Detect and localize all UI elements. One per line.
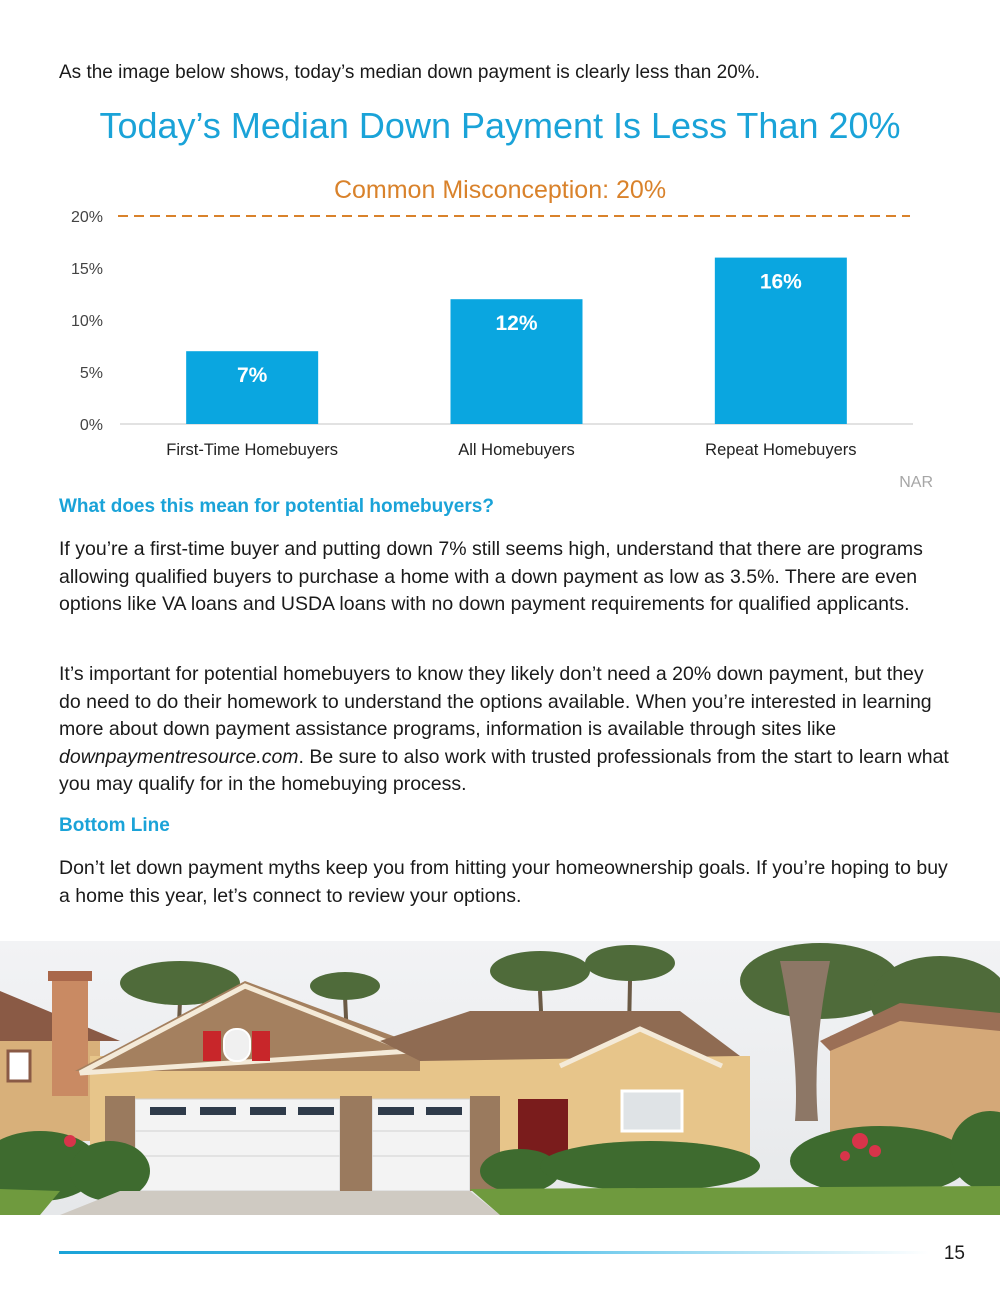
misconception-label: Common Misconception: 20%: [333, 176, 667, 204]
paragraph-bottom-line: Don’t let down payment myths keep you from hitting your homeownership goals. If you’re hoping to buy a home this year, let’s connect to review your options.: [59, 857, 948, 907]
paragraph-first-time-buyers: If you’re a first-time buyer and putting down 7% still seems high, understand that there are programs allowing qualified buyers to purchase a home with a down payment as low as 3.5%. There are even options like VA loans and USDA loans with no down payment requirements for qualified applicants.: [59, 538, 923, 615]
y-tick-label: 20%: [70, 209, 103, 226]
bars: [186, 258, 847, 424]
bar-chart: [0, 160, 1000, 500]
footer-rule: [59, 1251, 929, 1254]
intro-text: As the image below shows, today’s median down payment is clearly less than 20%.: [59, 62, 760, 83]
y-tick-label: 10%: [70, 313, 103, 330]
x-tick-label: First-Time Homebuyers: [166, 441, 339, 459]
section-heading-bottom-line: Bottom Line: [59, 815, 170, 836]
bar: [186, 351, 318, 424]
x-tick-label: Repeat Homebuyers: [705, 441, 857, 459]
bar-data-label: 16%: [759, 270, 802, 294]
page-number: 15: [943, 1243, 965, 1264]
paragraph-homework-text-1: It’s important for potential homebuyers to know they likely don’t need a 20% down payment, but they do need to do their homework to understand the options available. When you’re interested in learning more about down payment assistance programs, information is available through sites like: [59, 663, 932, 740]
house-photo: [0, 941, 1000, 1215]
y-tick-label: 5%: [79, 365, 103, 382]
x-tick-label: All Homebuyers: [458, 441, 575, 459]
y-tick-label: 15%: [70, 261, 103, 278]
downpayment-resource-link[interactable]: downpaymentresource.com: [59, 745, 299, 768]
x-axis: [166, 441, 856, 459]
bar-data-label: 12%: [495, 312, 538, 336]
chart-source: NAR: [899, 474, 933, 491]
y-axis: [71, 209, 103, 434]
bar-data-label: 7%: [236, 364, 268, 388]
paragraph-homework: [59, 661, 949, 799]
y-tick-label: 0%: [79, 417, 103, 434]
paragraph-homework-text-2: . Be sure to also work with trusted professionals from the start to learn what you may qualify for in the homebuying process.: [59, 745, 949, 795]
section-heading-homebuyers: What does this mean for potential homebuyers?: [59, 496, 494, 517]
chart-title: Today’s Median Down Payment Is Less Than 20%: [99, 105, 901, 146]
